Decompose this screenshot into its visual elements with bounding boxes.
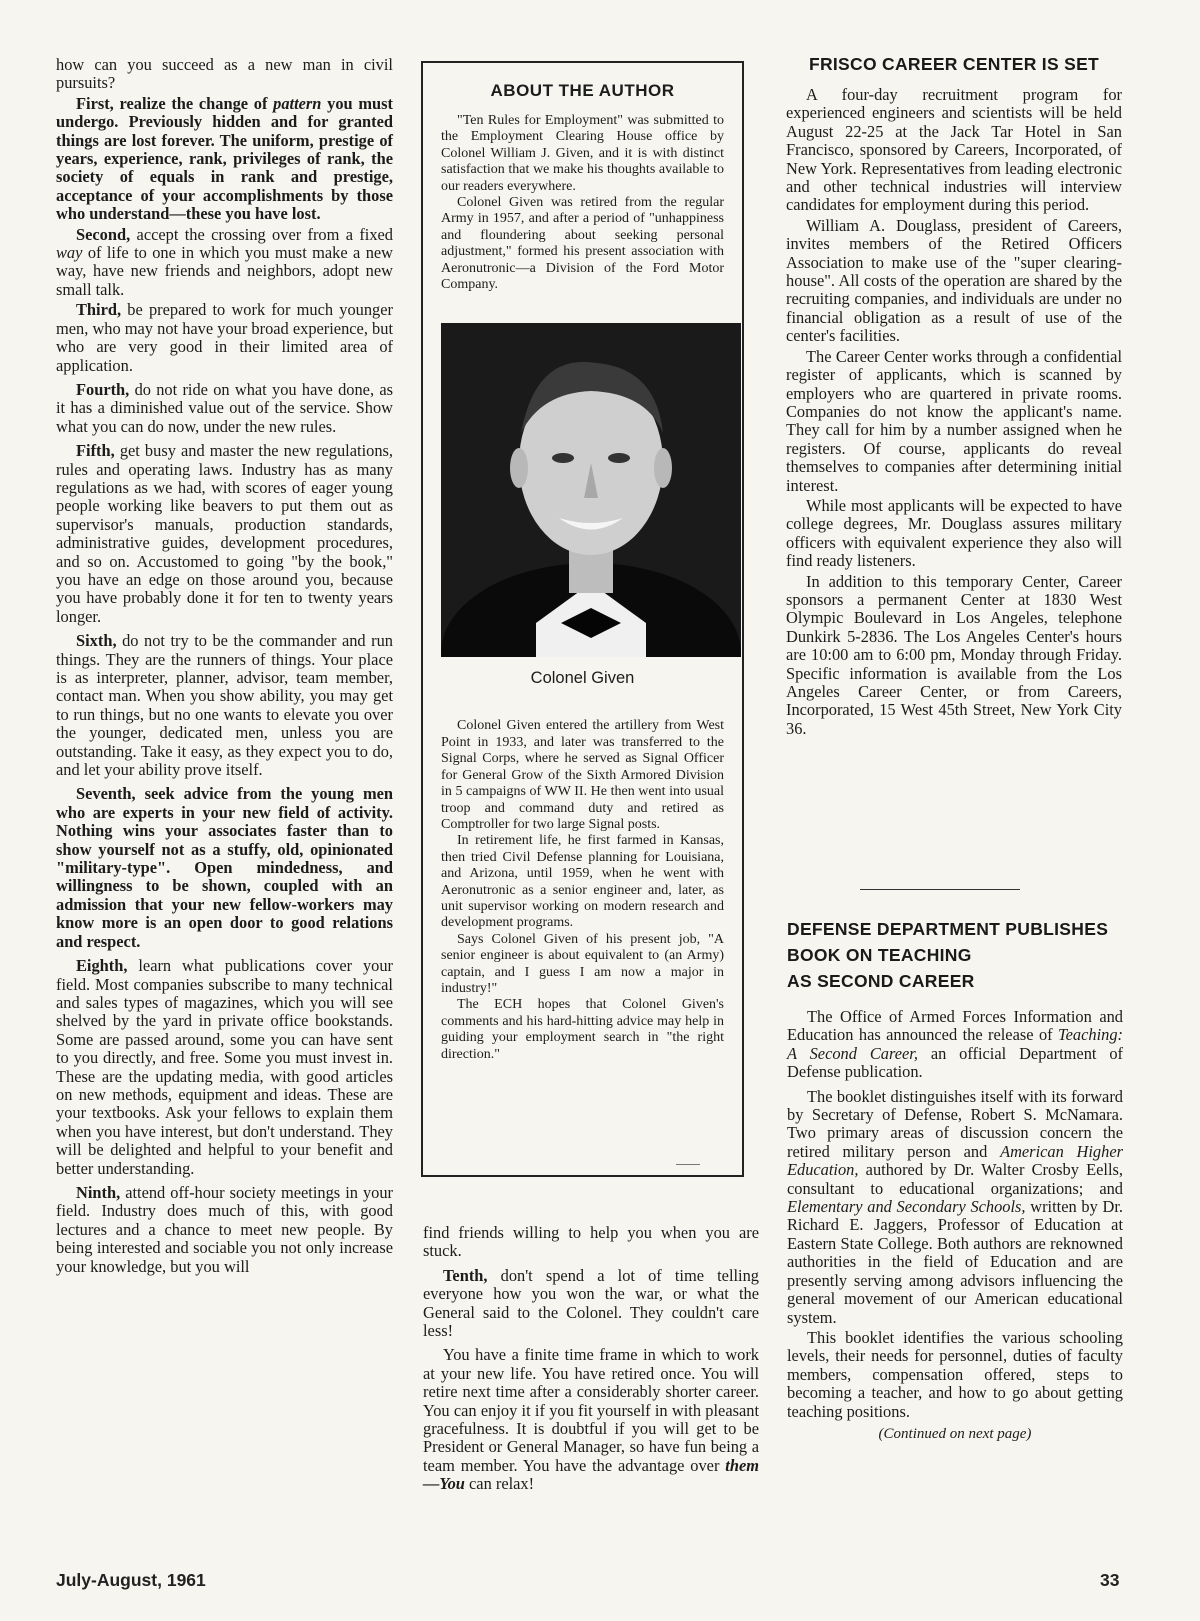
photo-caption: Colonel Given [530,669,635,688]
column-two-continuation [423,1224,759,1496]
paragraph: William A. Douglass, president of Careers, invites members of the Retired Officers Association to make use of the "super clearing-house". All costs of the operation are shared by the recruiting companies, and individuals are under no financial obligation as a result of use of the center's facilities. [786,215,1122,346]
continued-note: (Continued on next page) [878,1425,1032,1442]
text: can relax! [469,1474,535,1494]
text: you must undergo. Previously hidden and for granted things are lost forever. The uniform, prestige of years, experience, rank, privileges of rank, the society of equals in rank and prestige, acceptance of your accomplishments by those who understand—these you have lost. [56,93,393,224]
paragraph: Colonel Given entered the artillery from West Point in 1933, and later was transferred to the Signal Corps, where he served as Signal Officer for General Grow of the Sixth Armored Division in 5 campaigns of WW II. He then went into usual troop and command duty and retired as Comptroller for two large Signal posts. [441,718,724,832]
paragraph: In addition to this temporary Center, Career sponsors a permanent Center at 1830 West Olympic Boulevard in Los Angeles, telephone Dunkirk 5-2836. The Los Angeles Center's hours are 10:00 am to 6:00 pm, Monday through Friday. Specific information is available from the Los Angeles Career Center, or from Careers, Incorporated, 15 West 45th Street, New York City 36. [786,571,1122,738]
text: The booklet distinguishes itself with its forward by Secretary of Defense, Robert S. McNamara. Two primary areas of discussion concern the retired military person and [787,1086,1123,1161]
box-end-rule [676,1164,700,1165]
emphasis: pattern [273,93,322,113]
paragraph [787,1008,1123,1082]
rule-eighth [56,957,393,1178]
paragraph: The ECH hopes that Colonel Given's comments and his hard-hitting advice may help in guiding your employment search in "the right direction." [441,997,724,1062]
rule-third [56,301,393,375]
text: learn what publications cover your field. Most companies subscribe to many technical and sales types of magazines, which you will see shelved by the yard in private office bookstands. Some are passed around, some you can have sent to you directly, and free. Some you must invest in. These are the updating media, with good articles on new methods, equipment and ideas. These are your textbooks. Ask your fellows to explain them when you have interest, but don't understand. They will be delighted and helpful to your benefit and better understanding. [56,956,393,1178]
text: get busy and master the new regulations, rules and operating laws. Industry has as many regulations as we had, with scores of eager young people working like beavers to put them out as supervisor's manuals, production standards, administrative guides, development procedures, and so on. Accustomed to going "by the book," you have an edge on those around you, because you have probably done it for ten to twenty years longer. [56,441,393,626]
text: attend off-hour society meetings in your field. Industry does much of this, with good lectures and a chance to meet new people. By being interested and sociable you not only increase your knowledge, but you will [56,1182,393,1276]
rule-label: Eighth, [76,956,128,976]
rule-seventh [56,785,393,951]
frisco-article [786,86,1122,740]
about-author-title: ABOUT THE AUTHOR [490,81,675,100]
text: an official Department of Defense publication. [787,1043,1123,1082]
rule-label: Ninth, [76,1182,121,1202]
emphasis: them—You [423,1455,759,1494]
text: be prepared to work for much younger men, who may not have your broad experience, but who are very good in their limited area of application. [56,300,393,375]
paragraph: The Career Center works through a confidential register of applicants, which is scanned by employers who are quartered in private rooms. Companies do not know the applicant's name. They call for him by a number assigned when he registers. Of course, applicants do reveal themselves to companies after determining initial interest. [786,346,1122,495]
text: First, realize the change of [76,93,268,113]
paragraph: Says Colonel Given of his present job, "A senior engineer is about equivalent to (an Army) captain, and I guess I am now a major in industry!" [441,931,724,996]
paragraph: In retirement life, he first farmed in Kansas, then tried Civil Defense planning for Louisiana, and Arizona, until 1959, when he went with Aeronutronic as a senior engineer and, later, as unit supervisor working on modern research and development programs. [441,833,724,931]
heading-line: AS SECOND CAREER [787,971,975,991]
paragraph: A four-day recruitment program for experienced engineers and scientists will be held August 22-25 at the Jack Tar Hotel in San Francisco, sponsored by Careers, Incorporated, of New York. Representatives from leading electronic and other technical industries will interview candidates for employment during this period. [786,85,1122,215]
section-title: Elementary and Secondary Schools, [787,1197,1026,1217]
rule-sixth [56,632,393,779]
rule-label: Sixth, [76,631,117,651]
text: do not try to be the commander and run things. They are the runners of things. Your place is as interpreter, planner, advisor, team member, contact man. When you show ability, you may get to run things, but no one wants to elevate you over the younger, dedicated men, unless you are outstanding. Take it easy, as they expect you to do, and let your ability prove itself. [56,631,393,780]
portrait-image [441,323,741,657]
emphasis: way [56,243,83,263]
rule-label: Fourth, [76,379,130,399]
issue-date: July-August, 1961 [56,1570,206,1590]
text: written by Dr. Richard E. Jaggers, Professor of Education at Eastern State College. Both authors are reknowned authorities in the field of Education and are presently serving among advisors influencing the general movement of our American educational system. [787,1197,1123,1327]
page-number: 33 [1100,1570,1120,1590]
text: The Office of Armed Forces Information and Education has announced the release of [787,1007,1123,1045]
author-bio [441,718,724,1063]
rule-ninth [56,1184,393,1276]
paragraph-intro [56,56,393,93]
heading-line: DEFENSE DEPARTMENT PUBLISHES [787,919,1109,939]
column-one [56,56,393,1278]
text: authored by Dr. Walter Crosby Eells, consultant to educational organizations; and [787,1160,1123,1198]
rule-label: Tenth, [443,1265,488,1285]
rule-label: Fifth, [76,441,115,461]
book-title: Teaching: A Second Career, [787,1025,1123,1063]
about-author-box [421,61,744,1177]
text: how can you succeed as a new man in civil pursuits? [56,55,393,93]
paragraph: While most applicants will be expected to have college degrees, Mr. Douglass assures military officers with equivalent experience they also will find ready listeners. [786,495,1122,571]
paragraph-closing [423,1346,759,1493]
rule-second [56,226,393,300]
paragraph: "Ten Rules for Employment" was submitted to the Employment Clearing House office by Colonel William J. Given, and it is with distinct satisfaction that we make his thoughts available to our readers everywhere. [441,113,724,194]
paragraph: Colonel Given was retired from the regular Army in 1957, and after a period of "unhappiness and floundering about seeking personal adjustment," formed his present association with Aeronutronic—a Division of the Ford Motor Company. [441,195,724,293]
defense-article [787,1008,1123,1443]
paragraph [787,1088,1123,1327]
rule-fourth [56,381,393,436]
rule-fifth [56,442,393,626]
author-intro [441,113,724,293]
section-title: American Higher Education, [787,1141,1123,1180]
paragraph-continuation [423,1224,759,1261]
heading-line: BOOK ON TEACHING [787,945,972,965]
text: You have a finite time frame in which to work at your new life. You have retired once. You will retire next time after a considerably shorter career. You can enjoy it if you fit yourself in with pleasant gracefulness. It is doubtful if you will get to be President or General Manager, so have fun being a team member. You have the advantage over [423,1345,759,1475]
text: find friends willing to help you when you are stuck. [423,1223,759,1261]
author-photo [441,323,741,657]
text: of life to one in which you must make a new way, have new friends and neighbors, adopt new small talk. [56,243,393,299]
article-divider [860,889,1020,890]
text: Seventh, seek advice from the young men who are experts in your new field of activity. Nothing wins your associates faster than to show yourself not as a stuffy, old, opinionated "military-type". Open mindedness, and willingness to be shown, coupled with an admission that your new fellow-workers may know more is an open door to good relations and respect. [56,784,393,951]
rule-first [56,95,393,224]
defense-heading [787,916,1121,994]
text: do not ride on what you have done, as it has a diminished value out of the service. Show what you can do now, under the new rules. [56,379,393,436]
rule-label: Second, [76,224,131,244]
paragraph: This booklet identifies the various schooling levels, their needs for personnel, duties of faculty members, compensation offered, steps to becoming a teacher, and how to go about getting teaching positions. [787,1327,1123,1421]
frisco-heading: FRISCO CAREER CENTER IS SET [808,54,1100,74]
text: accept the crossing over from a fixed [136,224,393,244]
rule-label: Third, [76,300,122,320]
text: don't spend a lot of time telling everyone how you won the war, or what the General said to the Colonel. They couldn't care less! [423,1265,759,1341]
rule-tenth [423,1267,759,1341]
